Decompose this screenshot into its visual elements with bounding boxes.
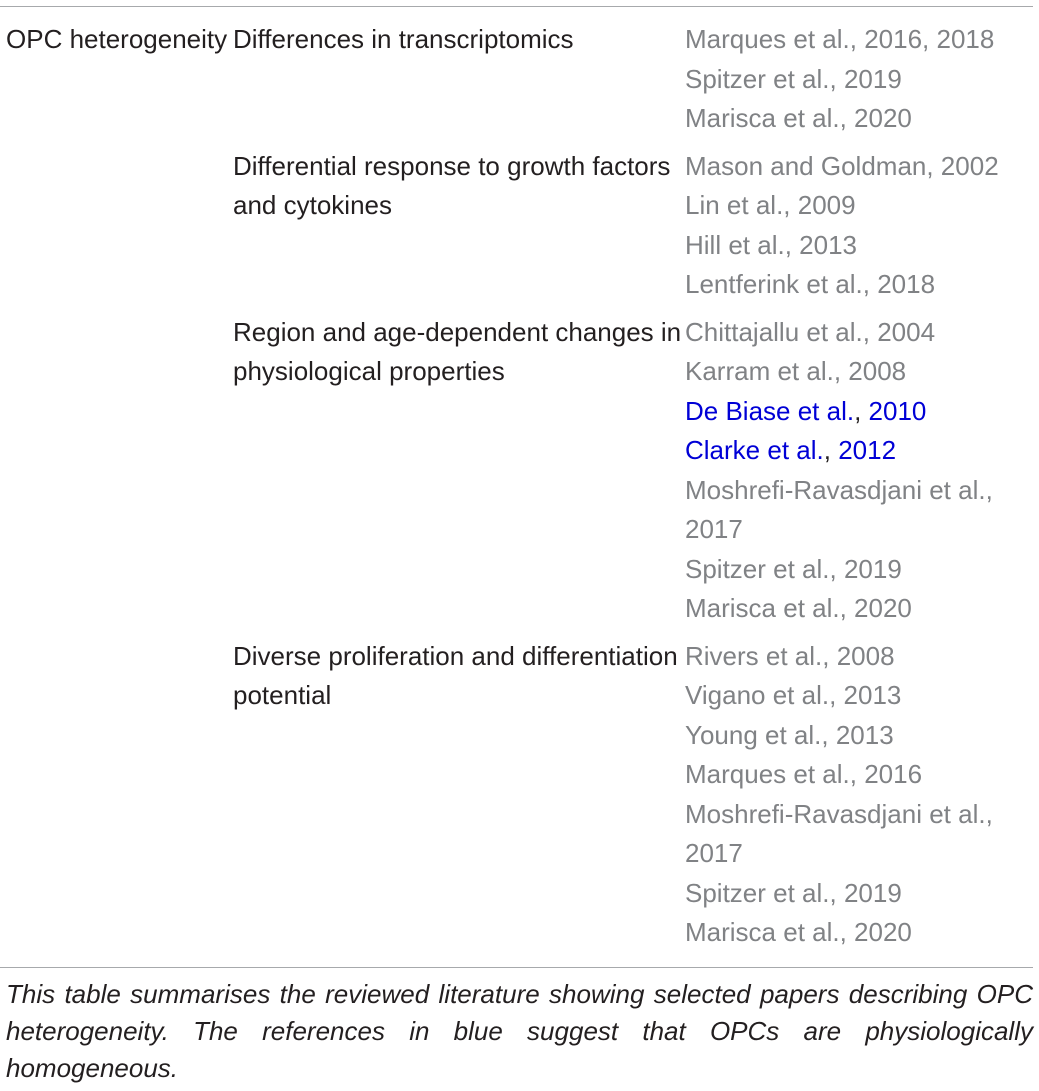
- reference: Spitzer et al., 2019: [685, 63, 902, 94]
- reference: Karram et al., 2008: [685, 356, 907, 386]
- homogeneous-reference: [685, 431, 1039, 471]
- finding-cell: Diverse proliferation and differentiation potential: [233, 640, 678, 710]
- category-cell: OPC heterogeneity: [6, 24, 228, 54]
- reference: Spitzer et al., 2019: [685, 877, 902, 908]
- table-row: [0, 147, 1039, 305]
- reference-separator: ,: [823, 435, 831, 465]
- reference: Moshrefi-Ravasdjani et al., 2017: [685, 798, 993, 868]
- reference: Chittajallu et al., 2004: [685, 316, 936, 347]
- references-cell: [685, 313, 1039, 629]
- reference: Mason and Goldman, 2002: [685, 150, 999, 181]
- reference: Lentferink et al., 2018: [685, 269, 936, 299]
- references-cell: [685, 147, 1039, 305]
- table-row: [0, 637, 1039, 953]
- bottom-rule: [0, 967, 1033, 968]
- homogeneous-reference: [685, 392, 1039, 432]
- reference-authors: De Biase et al.: [685, 395, 855, 426]
- finding-cell: Region and age-dependent changes in physiological properties: [233, 316, 682, 386]
- reference: Moshrefi-Ravasdjani et al., 2017: [685, 474, 993, 544]
- reference: Rivers et al., 2008: [685, 640, 895, 671]
- table-footnote: This table summarises the reviewed literature showing selected papers describing OPC heterogeneity. The references in blue suggest that OPCs are physiologically homogeneous.: [6, 979, 1033, 1083]
- reference-year: 2010: [861, 395, 927, 426]
- reference: Marisca et al., 2020: [685, 917, 912, 947]
- table-row: [0, 313, 1039, 629]
- reference: Marisca et al., 2020: [685, 593, 912, 623]
- reference: Marques et al., 2016: [685, 759, 923, 789]
- reference-separator: ,: [854, 395, 862, 426]
- references-cell: [685, 20, 1039, 139]
- reference-authors: Clarke et al.: [685, 435, 824, 465]
- table-row: [0, 20, 1039, 139]
- top-rule: [0, 6, 1033, 7]
- reference: Spitzer et al., 2019: [685, 553, 902, 584]
- references-cell: [685, 637, 1039, 953]
- reference-table: [0, 20, 1039, 953]
- reference: Lin et al., 2009: [685, 190, 856, 220]
- reference: Vigano et al., 2013: [685, 680, 902, 710]
- reference: Marques et al., 2016, 2018: [685, 24, 995, 54]
- reference: Young et al., 2013: [685, 719, 894, 750]
- finding-cell: Differences in transcriptomics: [233, 24, 574, 54]
- finding-cell: Differential response to growth factors and cytokines: [233, 150, 671, 220]
- reference-year: 2012: [830, 435, 897, 465]
- reference: Marisca et al., 2020: [685, 103, 912, 133]
- reference: Hill et al., 2013: [685, 229, 857, 260]
